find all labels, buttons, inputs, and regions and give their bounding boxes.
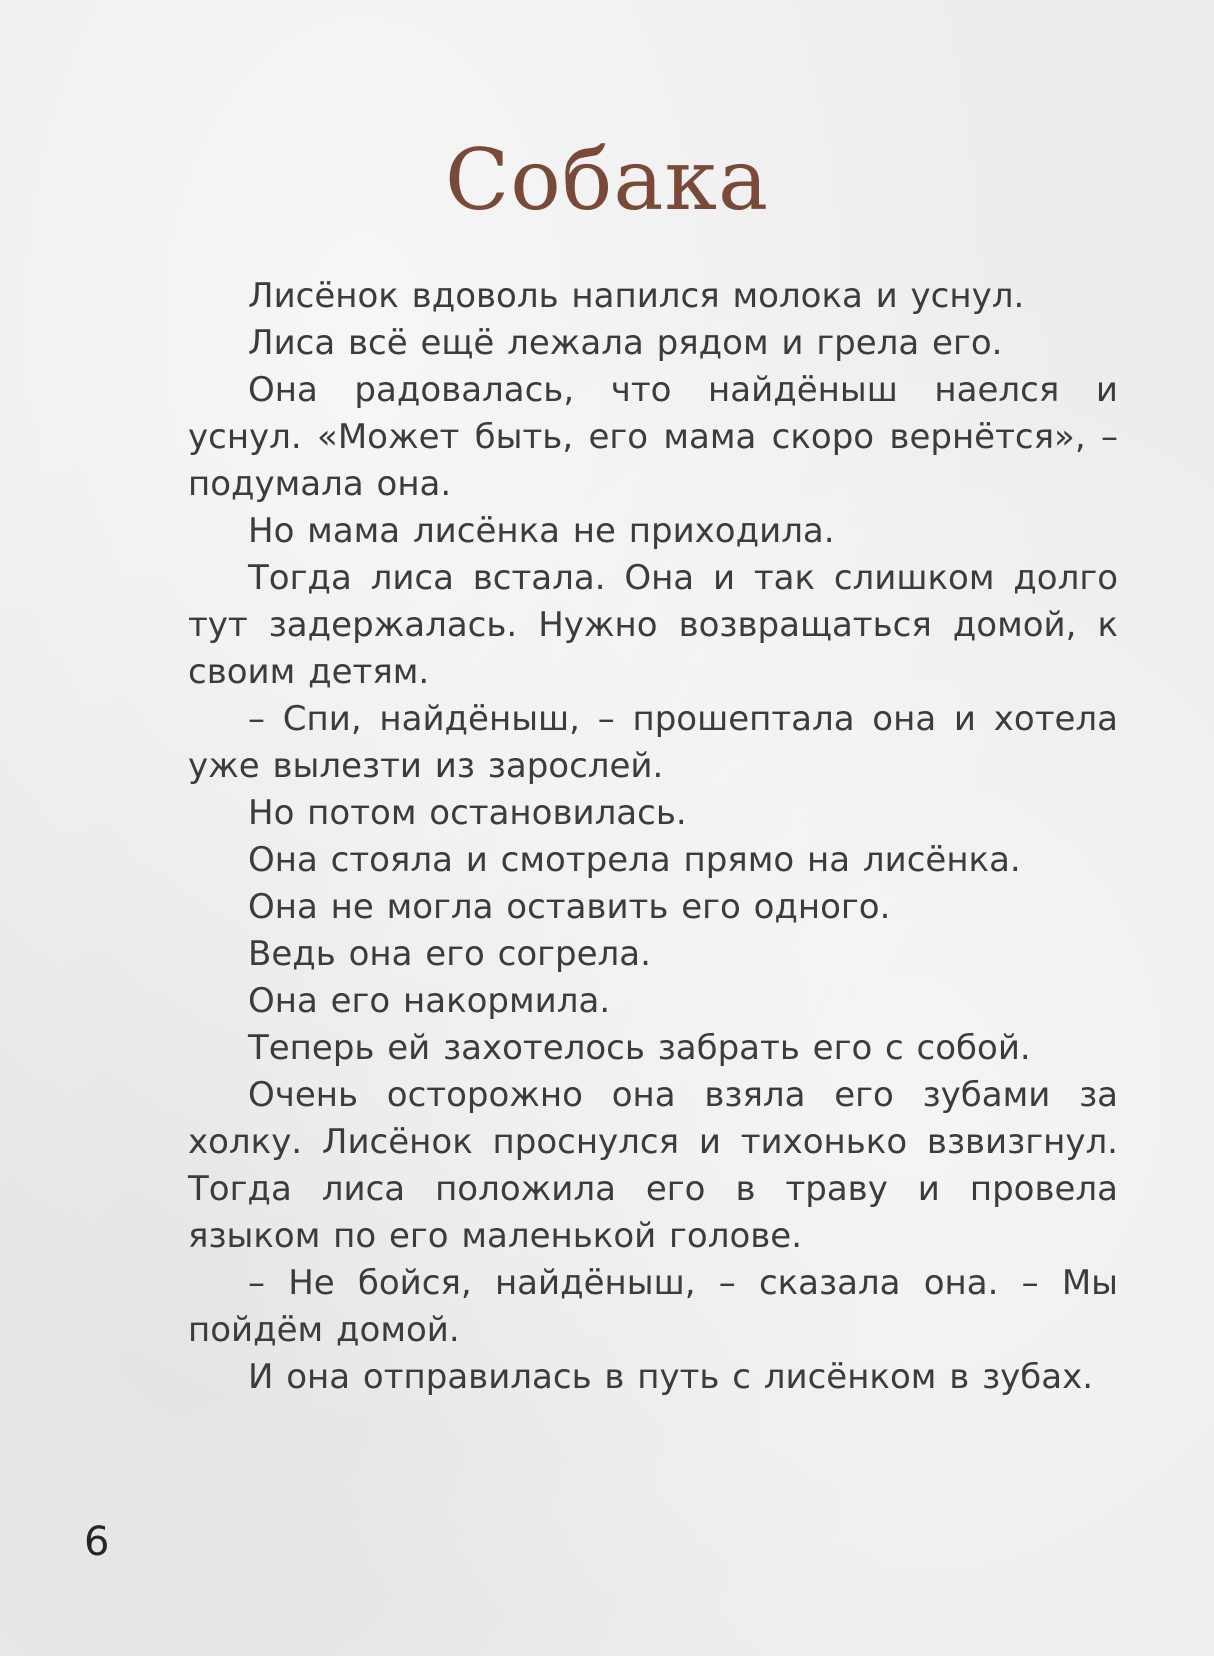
paragraph: Но мама лисёнка не приходила. — [248, 511, 835, 551]
paragraph: Она его накормила. — [248, 981, 611, 1021]
paragraph: Ведь она его согрела. — [248, 934, 651, 974]
paragraph: И она отправилась в путь с лисёнком в зубах. — [248, 1357, 1093, 1397]
paragraph: Очень осторожно она взяла его зубами за холку. Лисёнок проснулся и тихонько взвизгнул. Тогда лиса положила его в траву и провела языком по его маленькой голове. — [188, 1075, 1118, 1256]
paragraph: Она стояла и смотрела прямо на лисёнка. — [248, 840, 1021, 880]
chapter-title: Собака — [444, 131, 770, 229]
paragraph: – Не бойся, найдёныш, – сказала она. – Мы пойдём домой. — [188, 1263, 1118, 1350]
paragraph: Она радовалась, что найдёныш наелся и уснул. «Может быть, его мама скоро вернётся», – подумала она. — [188, 370, 1118, 504]
paragraph: Но потом остановилась. — [248, 793, 687, 833]
paragraph: Лиса всё ещё лежала рядом и грела его. — [248, 323, 1003, 363]
page-number: 6 — [84, 1519, 110, 1565]
paragraph: – Спи, найдёныш, – прошептала она и хотела уже вылезти из зарослей. — [188, 699, 1118, 786]
paragraph: Теперь ей захотелось забрать его с собой. — [248, 1028, 1031, 1068]
story-text — [188, 273, 1118, 1401]
paragraph: Она не могла оставить его одного. — [248, 887, 891, 927]
paragraph: Лисёнок вдоволь напился молока и уснул. — [248, 276, 1025, 316]
paragraph: Тогда лиса встала. Она и так слишком долго тут задержалась. Нужно возвращаться домой, к своим детям. — [188, 558, 1118, 692]
